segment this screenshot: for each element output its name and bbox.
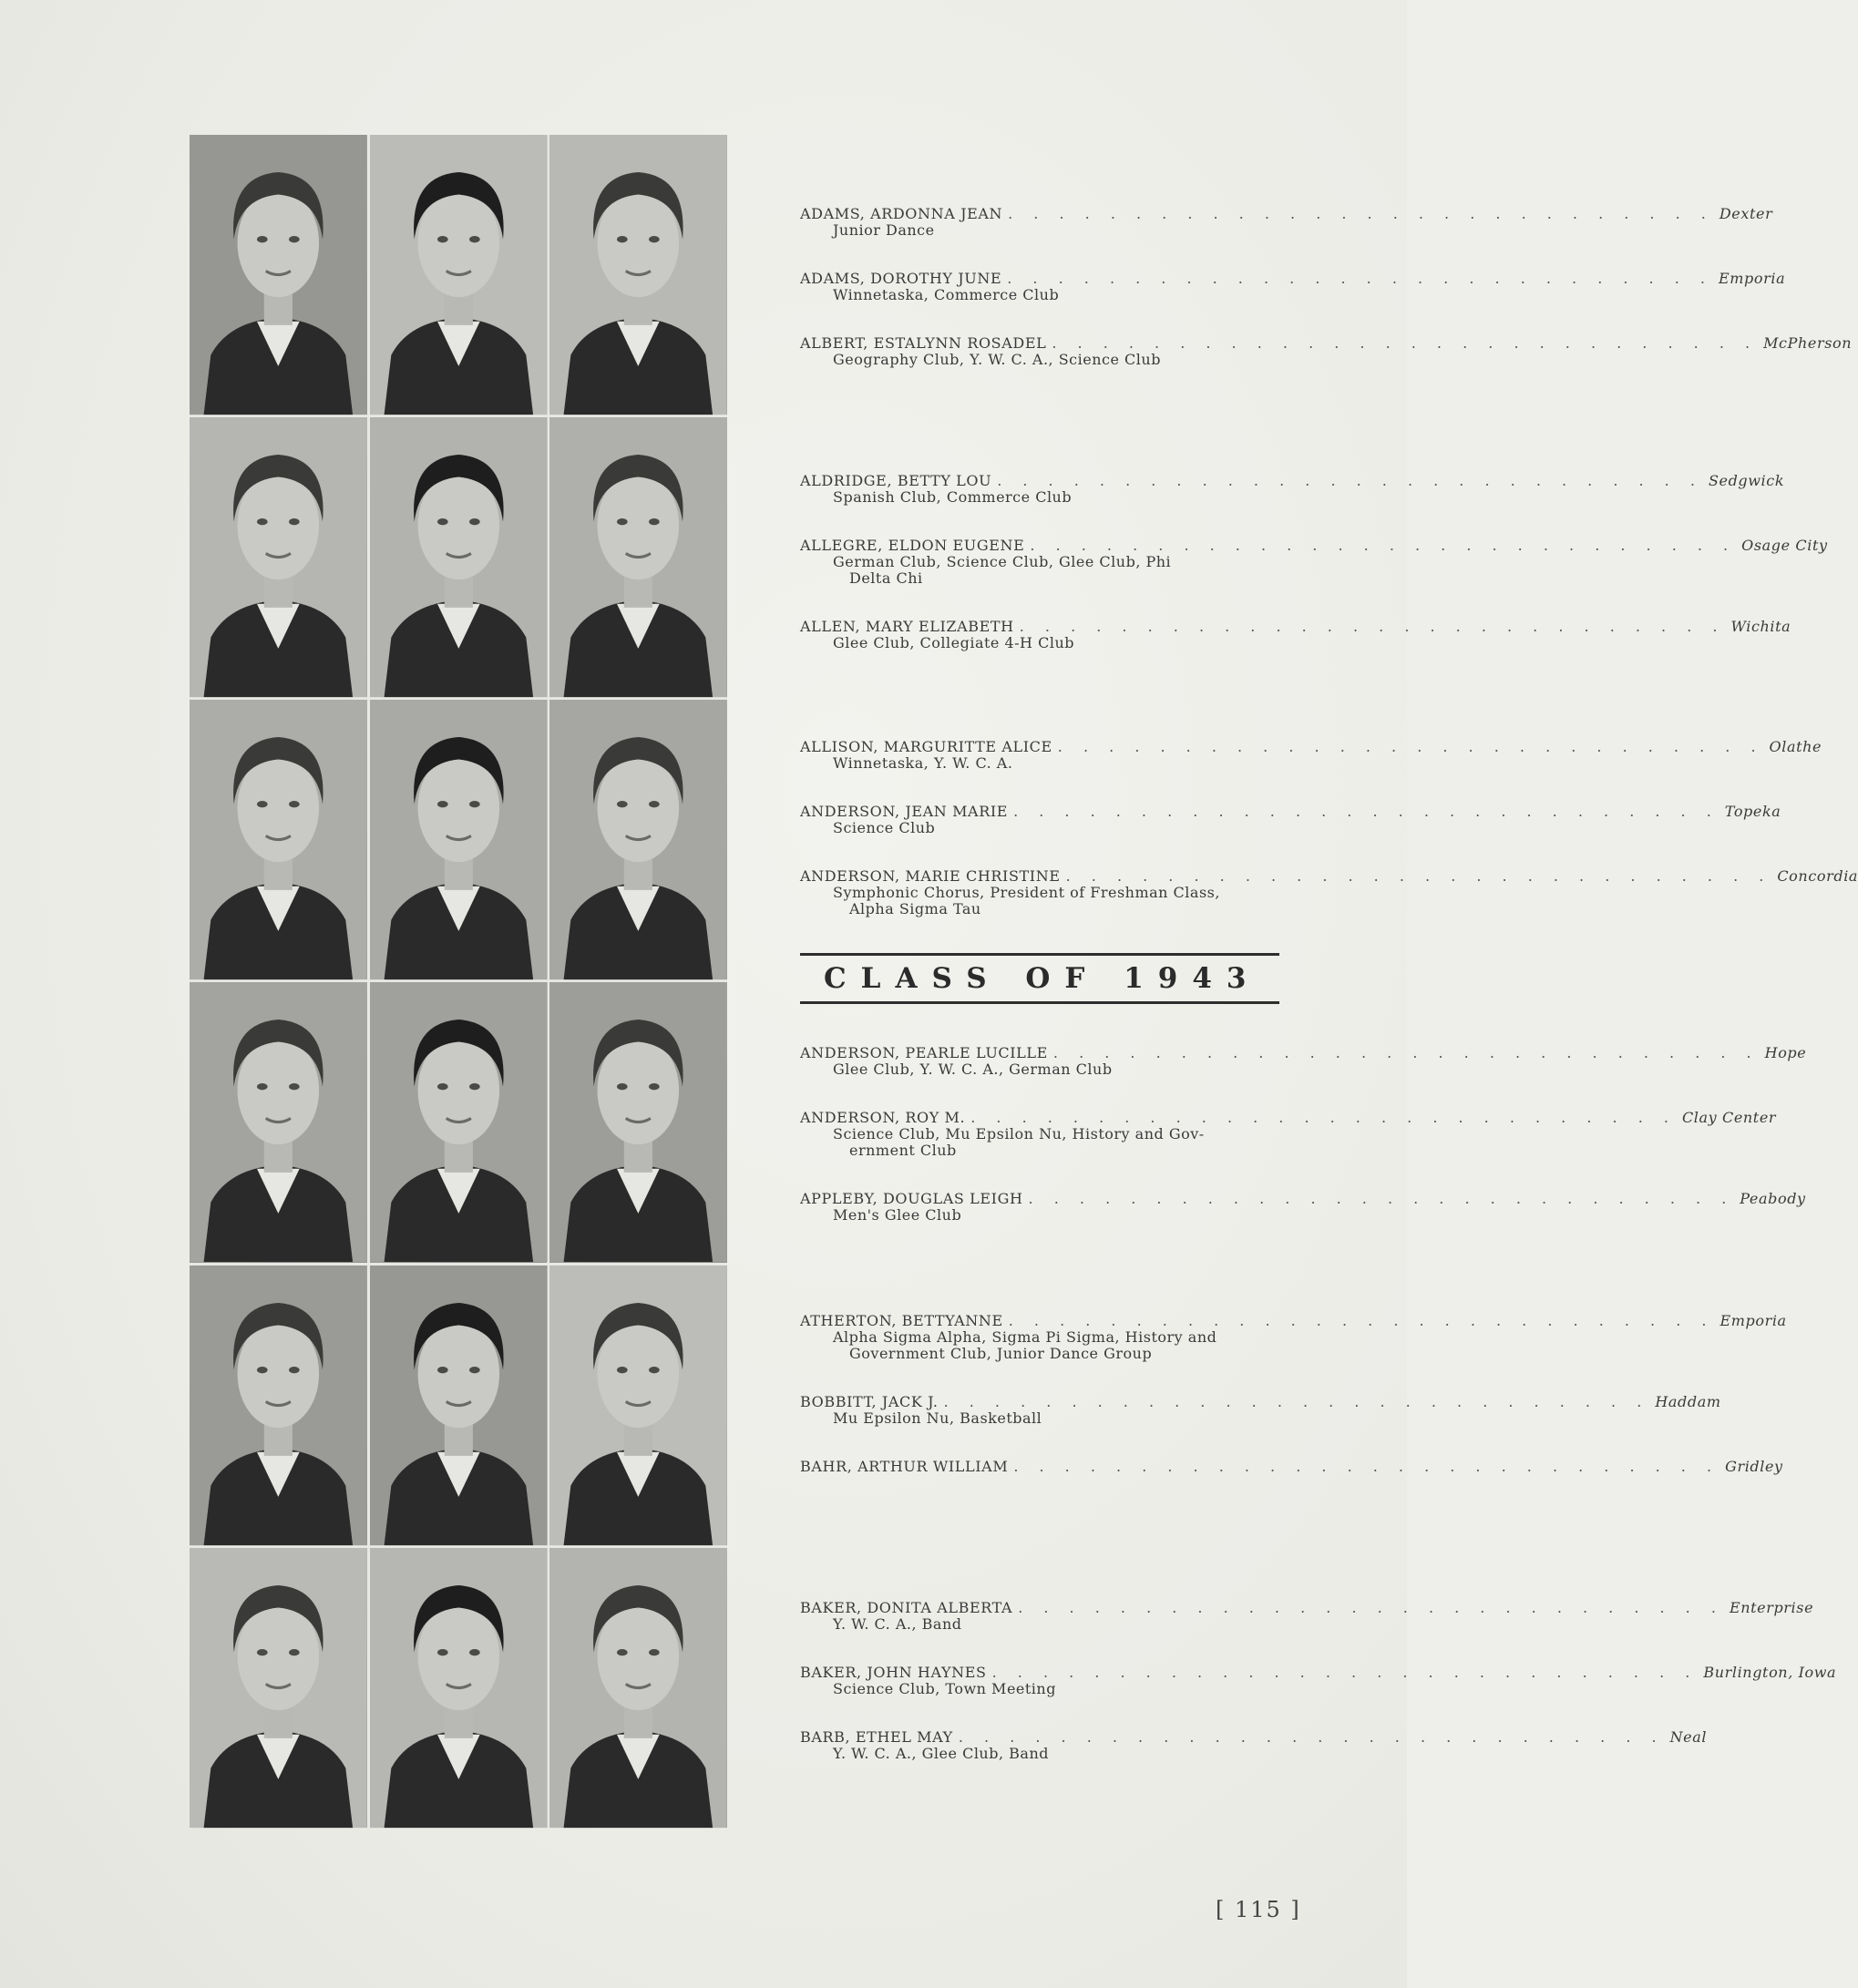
activities [800, 1126, 1281, 1159]
dot-leader: . . . . . . . . . . . . . . . . . . . . . . . . . . . . [991, 1664, 1699, 1681]
dot-leader: . . . . . . . . . . . . . . . . . . . . . . . . . . . . [1052, 1044, 1760, 1061]
entry-heading [800, 334, 1853, 352]
hometown: Hope [1764, 1044, 1807, 1061]
activities-line: Government Club, Junior Dance Group [849, 1345, 1153, 1362]
activities [800, 222, 1281, 239]
entry-group-6 [800, 1599, 1837, 1762]
student-name: BARB, ETHEL MAY [800, 1728, 953, 1746]
student-name: ANDERSON, ROY M. [800, 1109, 966, 1126]
activities-line: Delta Chi [849, 569, 923, 587]
activities [800, 820, 1281, 836]
entry-heading [800, 1728, 1708, 1746]
hometown: Peabody [1740, 1190, 1806, 1207]
activities-line: Winnetaska, Commerce Club [833, 286, 1060, 303]
activities [800, 554, 1281, 587]
entry-heading [800, 618, 1791, 635]
activities-line: Alpha Sigma Alpha, Sigma Pi Sigma, History and [833, 1328, 1217, 1346]
hometown: Topeka [1724, 803, 1781, 820]
student-entry [800, 1664, 1837, 1697]
portrait-photo [370, 417, 548, 697]
activities-line: German Club, Science Club, Glee Club, Phi [833, 553, 1172, 570]
activities [800, 489, 1281, 506]
entry-heading [800, 1393, 1721, 1410]
student-name: ANDERSON, MARIE CHRISTINE [800, 867, 1061, 885]
student-name: BOBBITT, JACK J. [800, 1393, 939, 1410]
class-of-1943-banner [800, 953, 1279, 1004]
portrait-silhouette [549, 135, 727, 415]
student-entry [800, 270, 1786, 303]
hometown: Clay Center [1681, 1109, 1777, 1126]
student-entry [800, 1393, 1721, 1427]
entry-group-4 [800, 1044, 1807, 1224]
hometown: Osage City [1741, 537, 1828, 554]
activities-line: Mu Epsilon Nu, Basketball [833, 1409, 1042, 1427]
student-name: BAHR, ARTHUR WILLIAM [800, 1458, 1009, 1475]
portrait-photo [190, 700, 367, 979]
activities-line: Glee Club, Collegiate 4-H Club [833, 634, 1074, 651]
student-entry [800, 1312, 1787, 1362]
entry-heading [800, 1190, 1806, 1207]
entry-heading [800, 867, 1858, 885]
student-entry [800, 1458, 1783, 1475]
dot-leader: . . . . . . . . . . . . . . . . . . . . . . . . . . . . [1057, 738, 1764, 755]
activities [800, 287, 1281, 303]
portrait-silhouette [190, 1266, 367, 1545]
entry-heading [800, 738, 1822, 755]
portrait-silhouette [370, 1548, 548, 1828]
portrait-silhouette [190, 982, 367, 1262]
activities-line: Winnetaska, Y. W. C. A. [833, 754, 1013, 772]
student-entry [800, 1190, 1806, 1224]
student-name: ALBERT, ESTALYNN ROSADEL [800, 334, 1047, 352]
student-name: ANDERSON, JEAN MARIE [800, 803, 1009, 820]
hometown: Enterprise [1729, 1599, 1814, 1616]
portrait-silhouette [370, 135, 548, 415]
activities-line: Alpha Sigma Tau [849, 900, 981, 917]
student-entry [800, 205, 1773, 239]
activities-line: ernment Club [849, 1142, 957, 1159]
portrait-photo [370, 982, 548, 1262]
dot-leader: . . . . . . . . . . . . . . . . . . . . . . . . . . . . [1065, 867, 1772, 885]
entry-heading [800, 1599, 1814, 1616]
student-entry [800, 618, 1791, 651]
student-name: BAKER, JOHN HAYNES [800, 1664, 987, 1681]
dot-leader: . . . . . . . . . . . . . . . . . . . . . . . . . . . . [958, 1728, 1665, 1746]
activities-line: Geography Club, Y. W. C. A., Science Club [833, 351, 1161, 368]
activities [800, 635, 1281, 651]
hometown: Haddam [1655, 1393, 1721, 1410]
hometown: Emporia [1718, 270, 1786, 287]
student-name: BAKER, DONITA ALBERTA [800, 1599, 1013, 1616]
portrait-silhouette [190, 1548, 367, 1828]
portrait-silhouette [370, 982, 548, 1262]
hometown: Wichita [1730, 618, 1791, 635]
entry-group-3 [800, 738, 1858, 917]
portrait-photo [370, 700, 548, 979]
entry-heading [800, 1109, 1777, 1126]
hometown: Burlington, Iowa [1703, 1664, 1837, 1681]
dot-leader: . . . . . . . . . . . . . . . . . . . . . . . . . . . . [1008, 1312, 1715, 1329]
portrait-photo [190, 1548, 367, 1828]
activities-line: Glee Club, Y. W. C. A., German Club [833, 1061, 1113, 1078]
activities [800, 352, 1281, 368]
portrait-photo [549, 700, 727, 979]
portrait-silhouette [549, 982, 727, 1262]
entry-heading [800, 1458, 1783, 1475]
student-entry [800, 738, 1822, 772]
hometown: Emporia [1719, 1312, 1787, 1329]
portrait-silhouette [549, 417, 727, 697]
activities-line: Junior Dance [833, 221, 935, 239]
activities [800, 755, 1281, 772]
portrait-photo [190, 417, 367, 697]
student-name: ALDRIDGE, BETTY LOU [800, 472, 992, 489]
hometown: Neal [1669, 1728, 1708, 1746]
student-entry [800, 1599, 1814, 1633]
activities [800, 1616, 1281, 1633]
activities-line: Symphonic Chorus, President of Freshman Class, [833, 884, 1220, 901]
student-entry [800, 472, 1785, 506]
portrait-silhouette [370, 1266, 548, 1545]
entry-heading [800, 803, 1781, 820]
student-entry [800, 1728, 1708, 1762]
student-name: ATHERTON, BETTYANNE [800, 1312, 1003, 1329]
dot-leader: . . . . . . . . . . . . . . . . . . . . . . . . . . . . [970, 1109, 1677, 1126]
dot-leader: . . . . . . . . . . . . . . . . . . . . . . . . . . . . [1018, 1599, 1724, 1616]
portrait-photo [370, 1266, 548, 1545]
portrait-photo [370, 135, 548, 415]
activities-line: Y. W. C. A., Glee Club, Band [833, 1745, 1049, 1762]
entry-group-2 [800, 472, 1828, 651]
activities-line: Science Club, Mu Epsilon Nu, History and Gov- [833, 1125, 1205, 1143]
portrait-photo [549, 135, 727, 415]
activities-line: Science Club, Town Meeting [833, 1680, 1056, 1697]
hometown: Sedgwick [1708, 472, 1785, 489]
hometown: McPherson [1763, 334, 1853, 352]
hometown: Gridley [1725, 1458, 1783, 1475]
activities [800, 885, 1281, 917]
dot-leader: . . . . . . . . . . . . . . . . . . . . . . . . . . . . [1028, 1190, 1735, 1207]
entry-heading [800, 1312, 1787, 1329]
student-entry [800, 334, 1853, 368]
hometown: Concordia [1777, 867, 1858, 885]
dot-leader: . . . . . . . . . . . . . . . . . . . . . . . . . . . . [1052, 334, 1759, 352]
entry-heading [800, 205, 1773, 222]
portrait-photo [370, 1548, 548, 1828]
dot-leader: . . . . . . . . . . . . . . . . . . . . . . . . . . . . [997, 472, 1703, 489]
student-entry [800, 1044, 1807, 1078]
portrait-silhouette [549, 700, 727, 979]
dot-leader: . . . . . . . . . . . . . . . . . . . . . . . . . . . . [1013, 803, 1719, 820]
hometown: Dexter [1719, 205, 1773, 222]
entry-group-5 [800, 1312, 1787, 1475]
portrait-photo [190, 135, 367, 415]
student-entry [800, 537, 1828, 587]
student-name: ADAMS, ARDONNA JEAN [800, 205, 1003, 222]
portrait-photo [190, 982, 367, 1262]
portrait-photo [549, 1548, 727, 1828]
dot-leader: . . . . . . . . . . . . . . . . . . . . . . . . . . . . [943, 1393, 1650, 1410]
activities [800, 1681, 1281, 1697]
banner-title: CLASS OF 1943 [824, 962, 1261, 995]
activities [800, 1061, 1281, 1078]
dot-leader: . . . . . . . . . . . . . . . . . . . . . . . . . . . . [1019, 618, 1726, 635]
entry-heading [800, 1044, 1807, 1061]
activities-line: Y. W. C. A., Band [833, 1615, 962, 1633]
student-name: ADAMS, DOROTHY JUNE [800, 270, 1002, 287]
activities [800, 1746, 1281, 1762]
page-number: [ 115 ] [1216, 1897, 1301, 1922]
student-name: ALLISON, MARGURITTE ALICE [800, 738, 1052, 755]
portrait-silhouette [370, 417, 548, 697]
portrait-silhouette [549, 1266, 727, 1545]
student-entry [800, 867, 1858, 917]
portrait-silhouette [190, 700, 367, 979]
activities-line: Men's Glee Club [833, 1206, 962, 1224]
portrait-silhouette [549, 1548, 727, 1828]
portrait-photo [549, 1266, 727, 1545]
dot-leader: . . . . . . . . . . . . . . . . . . . . . . . . . . . . [1030, 537, 1737, 554]
dot-leader: . . . . . . . . . . . . . . . . . . . . . . . . . . . . [1013, 1458, 1720, 1475]
dot-leader: . . . . . . . . . . . . . . . . . . . . . . . . . . . . [1007, 270, 1713, 287]
portrait-photo [190, 1266, 367, 1545]
entry-group-1 [800, 205, 1853, 368]
student-entry [800, 1109, 1777, 1159]
portrait-silhouette [370, 700, 548, 979]
student-name: ALLEGRE, ELDON EUGENE [800, 537, 1025, 554]
entry-heading [800, 472, 1785, 489]
entry-heading [800, 537, 1828, 554]
entry-heading [800, 270, 1786, 287]
activities [800, 1207, 1281, 1224]
student-name: APPLEBY, DOUGLAS LEIGH [800, 1190, 1023, 1207]
activities-line: Spanish Club, Commerce Club [833, 488, 1073, 506]
hometown: Olathe [1769, 738, 1822, 755]
student-name: ALLEN, MARY ELIZABETH [800, 618, 1014, 635]
portrait-photo [549, 417, 727, 697]
student-entry [800, 803, 1781, 836]
activities [800, 1410, 1281, 1427]
dot-leader: . . . . . . . . . . . . . . . . . . . . . . . . . . . . [1008, 205, 1714, 222]
activities-line: Science Club [833, 819, 936, 836]
activities [800, 1329, 1281, 1362]
portrait-photo [549, 982, 727, 1262]
portrait-silhouette [190, 135, 367, 415]
student-name: ANDERSON, PEARLE LUCILLE [800, 1044, 1048, 1061]
portrait-grid [190, 135, 727, 1828]
entry-heading [800, 1664, 1837, 1681]
portrait-silhouette [190, 417, 367, 697]
